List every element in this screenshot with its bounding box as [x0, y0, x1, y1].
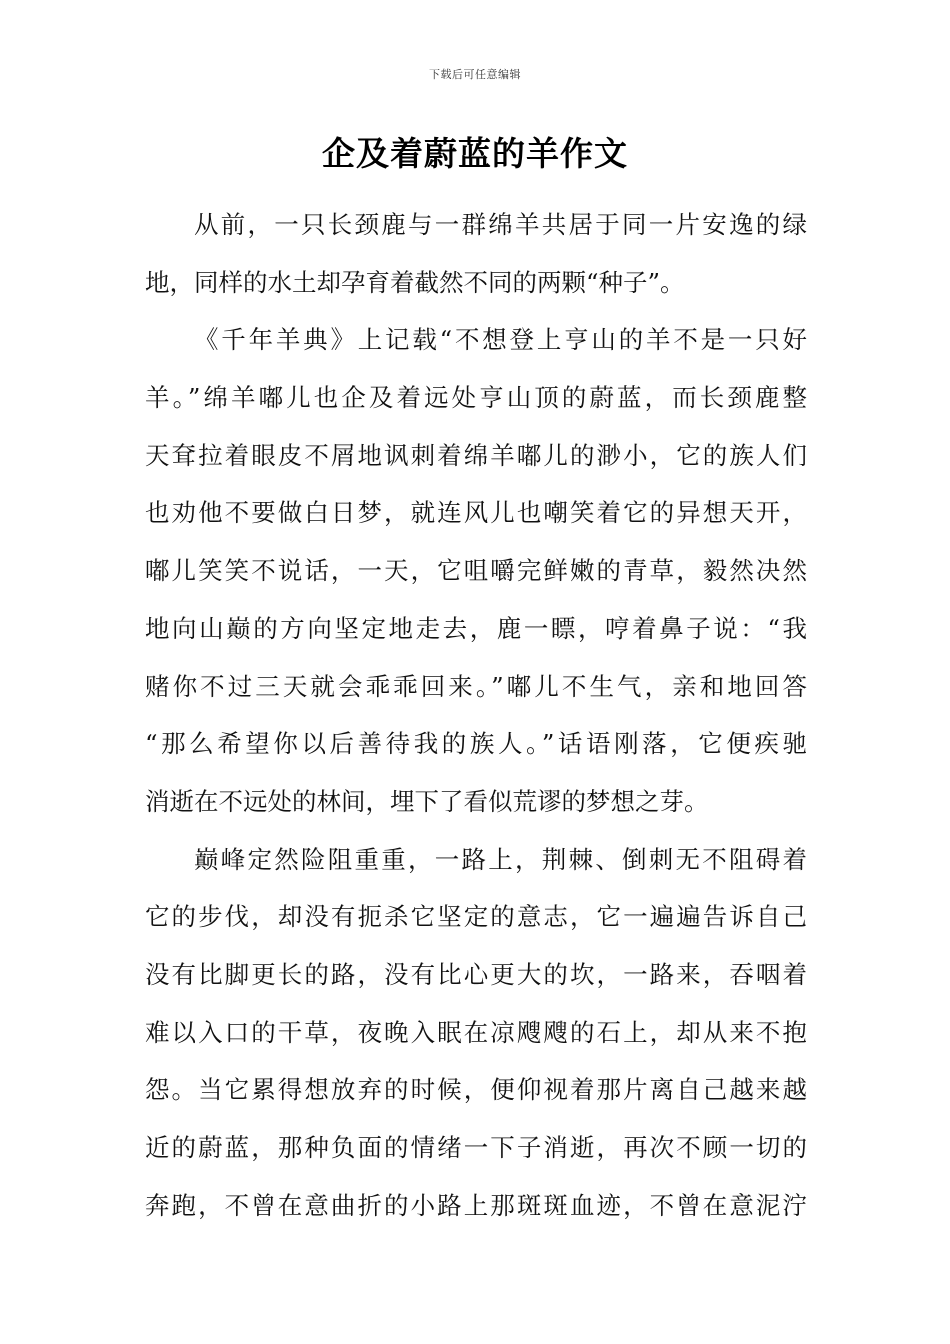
paragraph-2-line-1: 《千年羊典》上记载“不想登上亨山的羊不是一只好: [194, 325, 807, 355]
paragraph-2-line-3: 天耷拉着眼皮不屑地讽刺着绵羊嘟儿的渺小，它的族人们: [145, 440, 807, 470]
essay-body: [145, 196, 807, 1234]
paragraph-1-line-2: 地，同样的水土却孕育着截然不同的两颗“种子”。: [145, 267, 685, 297]
paragraph-3-line-2: 它的步伐，却没有扼杀它坚定的意志，它一遍遍告诉自己: [145, 902, 807, 932]
paragraph-2-line-7: 赌你不过三天就会乖乖回来。”嘟儿不生气，亲和地回答: [145, 671, 807, 701]
paragraph-3-line-4: 难以入口的干草，夜晚入眠在凉飕飕的石上，却从来不抱: [145, 1017, 807, 1047]
paragraph-3-line-1: 巅峰定然险阻重重，一路上，荆棘、倒刺无不阻碍着: [194, 844, 807, 874]
paragraph-2-line-6: 地向山巅的方向坚定地走去，鹿一瞟，哼着鼻子说：“我: [145, 613, 807, 643]
paragraph-3-line-7: 奔跑，不曾在意曲折的小路上那斑斑血迹，不曾在意泥泞: [145, 1190, 807, 1220]
header-note: 下载后可任意编辑: [429, 68, 521, 81]
paragraph-2-line-4: 也劝他不要做白日梦，就连风儿也嘲笑着它的异想天开，: [145, 498, 807, 528]
paragraph-3-line-5: 怨。当它累得想放弃的时候，便仰视着那片离自己越来越: [145, 1075, 807, 1105]
paragraph-2-line-5: 嘟儿笑笑不说话，一天，它咀嚼完鲜嫩的青草，毅然决然: [145, 556, 807, 586]
paragraph-2-line-8: “那么希望你以后善待我的族人。”话语刚落，它便疾驰: [145, 729, 807, 759]
paragraph-2-line-9: 消逝在不远处的林间，埋下了看似荒谬的梦想之芽。: [145, 786, 709, 816]
paragraph-1-line-1: 从前，一只长颈鹿与一群绵羊共居于同一片安逸的绿: [194, 210, 807, 239]
paragraph-3-line-3: 没有比脚更长的路，没有比心更大的坎，一路来，吞咽着: [145, 959, 807, 989]
paragraph-3-line-6: 近的蔚蓝，那种负面的情绪一下子消逝，再次不顾一切的: [145, 1133, 807, 1162]
paragraph-2-line-2: 羊。”绵羊嘟儿也企及着远处亨山顶的蔚蓝，而长颈鹿整: [145, 383, 807, 413]
page-title: 企及着蔚蓝的羊作文: [322, 134, 628, 173]
